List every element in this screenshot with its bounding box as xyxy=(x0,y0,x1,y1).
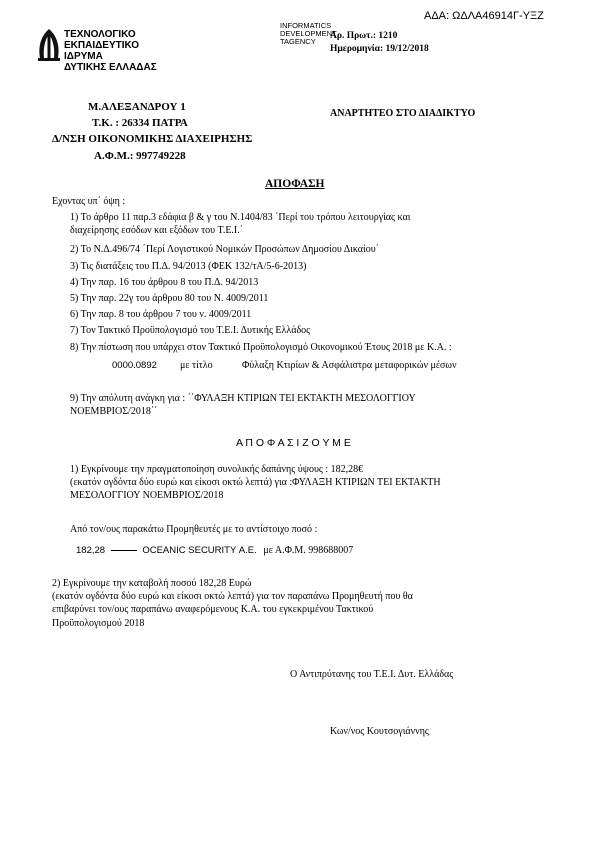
ka-code: 0000.0892 xyxy=(112,360,157,371)
address-postcode: Τ.Κ. : 26334 ΠΑΤΡΑ xyxy=(92,117,188,129)
consideration-6: 6) Την παρ. 8 του άρθρου 7 του ν. 4009/2011 xyxy=(70,309,252,320)
consideration-1-cont: διαχείρησης εσόδων και εξόδων του Τ.Ε.Ι.΄ xyxy=(70,225,244,236)
consideration-9-cont: ΝΟΕΜΒΡΙΟΣ/2018΄΄ xyxy=(70,406,158,417)
institution-name xyxy=(64,29,157,73)
decision-heading: Α Π Ο Φ Α Σ Ι Ζ Ο Υ Μ Ε xyxy=(236,437,351,449)
address-street: Μ.ΑΛΕΞΑΝΔΡΟΥ 1 xyxy=(88,101,186,113)
institution-logo-icon xyxy=(36,28,62,62)
protocol-number: Αρ. Πρωτ.: 1210 xyxy=(330,31,398,41)
decision-2-line-3: επιβαρύνει τον/ους παραπάνω αναφερόμενους Κ.Α. του εγκεκριμένου Τακτικού xyxy=(52,604,374,615)
document-date: Ημερομηνία: 19/12/2018 xyxy=(330,44,429,54)
supplier-row xyxy=(76,545,353,556)
consideration-4: 4) Την παρ. 16 του άρθρου 8 του Π.Δ. 94/2013 xyxy=(70,277,259,288)
stamp-line-1: INFORMATICS xyxy=(280,21,332,30)
supplier-dash xyxy=(111,550,137,551)
supplier-name: OCEANIC SECURITY Α.Ε. xyxy=(142,545,257,556)
decision-2-line-1: 2) Εγκρίνουμε την καταβολή ποσού 182,28 Ευρώ xyxy=(52,578,252,589)
consideration-3: 3) Τις διατάξεις του Π.Δ. 94/2013 (ΦΕΚ 132/τΑ/5-6-2013) xyxy=(70,261,307,272)
agency-stamp xyxy=(280,22,337,46)
supplier-afm: με Α.Φ.Μ. 998688007 xyxy=(263,545,354,556)
consideration-8: 8) Την πίστωση που υπάρχει στον Τακτικό Προϋπολογισμό Οικονομικού Έτους 2018 με Κ.Α. : xyxy=(70,342,452,353)
consideration-9: 9) Την απόλυτη ανάγκη για : ΄΄ΦΥΛΑΞΗ ΚΤΙΡΙΩΝ ΤΕΙ ΕΚΤΑΚΤΗ ΜΕΣΟΛΟΓΓΙΟΥ xyxy=(70,393,416,404)
institution-name-line-3: ΙΔΡΥΜΑ xyxy=(64,51,103,62)
institution-name-line-1: ΤΕΧΝΟΛΟΓΙΚΟ xyxy=(64,29,136,40)
address-afm: Α.Φ.Μ.: 997749228 xyxy=(94,150,186,162)
decision-2-line-2: (εκατόν ογδόντα δύο ευρώ και είκοσι οκτώ λεπτά) για τον παραπάνω Προμηθευτή που θα xyxy=(52,591,413,602)
institution-name-line-4: ΔΥΤΙΚΗΣ ΕΛΛΑΔΑΣ xyxy=(64,62,157,73)
signatory-role: Ο Αντιπρύτανης του Τ.Ε.Ι. Δυτ. Ελλάδας xyxy=(290,669,454,680)
document-title: ΑΠΟΦΑΣΗ xyxy=(265,178,325,190)
institution-name-line-2: ΕΚΠΑΙΔΕΥΤΙΚΟ xyxy=(64,40,140,51)
ada-code: ΑΔΑ: ΩΔΛΑ46914Γ-ΥΞΖ xyxy=(424,10,544,22)
decision-1-line-1: 1) Εγκρίνουμε την πραγματοποίηση συνολικής δαπάνης ύψους : 182,28€ xyxy=(70,464,364,475)
posting-note: ΑΝΑΡΤΗΤΕΟ ΣΤΟ ΔΙΑΔΙΚΤΥΟ xyxy=(330,108,476,119)
consideration-7: 7) Τον Τακτικό Προϋπολογισμό του Τ.Ε.Ι. Δυτικής Ελλάδος xyxy=(70,325,311,336)
consideration-5: 5) Την παρ. 22γ του άρθρου 80 του Ν. 4009/2011 xyxy=(70,293,269,304)
decision-1-line-2: (εκατόν ογδόντα δύο ευρώ και είκοσι οκτώ λεπτά) για :ΦΥΛΑΞΗ ΚΤΙΡΙΩΝ ΤΕΙ ΕΚΤΑΚΤΗ xyxy=(70,477,441,488)
ka-label: με τίτλο xyxy=(180,360,213,371)
consideration-2: 2) Το Ν.Δ.496/74 ΄Περί Λογιστικού Νομικών Προσώπων Δημοσίου Δικαίου΄ xyxy=(70,244,380,255)
stamp-line-2: DEVELOPMENT xyxy=(280,29,337,38)
decision-1-line-3: ΜΕΣΟΛΟΓΓΙΟΥ ΝΟΕΜΒΡΙΟΣ/2018 xyxy=(70,490,224,501)
consideration-1: 1) Το άρθρο 11 παρ.3 εδάφια β & γ του Ν.1404/83 ΄Περί του τρόπου λειτουργίας και xyxy=(70,212,411,223)
stamp-line-3: TAGENCY xyxy=(280,37,316,46)
decision-2-line-4: Προϋπολογισμού 2018 xyxy=(52,618,145,629)
suppliers-intro: Από τον/ους παρακάτω Προμηθευτές με το αντίστοιχο ποσό : xyxy=(70,524,318,535)
ka-description: Φύλαξη Κτιρίων & Ασφάλιστρα μεταφορικών μέσων xyxy=(242,360,457,371)
address-department: Δ/ΝΣΗ ΟΙΚΟΝΟΜΙΚΗΣ ΔΙΑΧΕΙΡΗΣΗΣ xyxy=(52,133,253,145)
supplier-amount: 182,28 xyxy=(76,545,106,556)
signatory-name: Κων/νος Κουτσογιάννης xyxy=(330,726,429,737)
intro-text: Εχοντας υπ΄ όψη : xyxy=(52,196,126,207)
